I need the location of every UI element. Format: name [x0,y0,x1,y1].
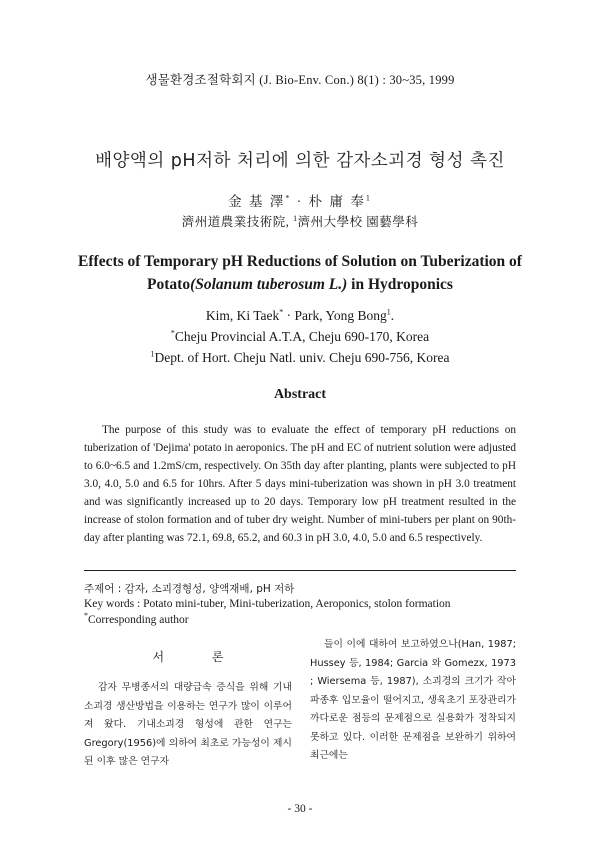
journal-header: 생물환경조절학회지 (J. Bio-Env. Con.) 8(1) : 30~35, 1999 [145,73,455,87]
keywords-english: Key words : Potato mini-tuber, Mini-tuberization, Aeroponics, stolon formation [84,598,451,610]
english-author-trailing: . [390,308,395,323]
introduction-heading: 서 론 [152,650,246,664]
corresponding-text: Corresponding author [88,614,189,626]
abstract-body: The purpose of this study was to evaluate the effect of temporary pH reductions on tuberization of 'Dejima' potato in aeroponics. The pH and EC of nutrient solution were adjusted to 6.0~6.5 and 1.2mS/cm, respectively. On 35th day after planting, plants were subjected to pH 3.0, 4.0, 5.0 and 6.5 for 10hrs. After 5 days mini-tuberization was shown in pH 3.0 treatment and was significantly increased up to 20 days. Temporary low pH treatment resulted in the increase of stolon formation and of tuber dry weight. Number of mini-tubers per plant on 90th-day after planting was 72.1, 69.8, 65.2, and 60.3 in pH 3.0, 4.0, 5.0 and 6.5 respectively. [84,424,516,544]
divider-line [84,570,516,571]
english-author-2-mark: 1 [386,307,391,317]
left-column [84,648,292,772]
keywords-korean: 주제어 : 감자, 소괴경형성, 양액재배, pH 저하 [84,583,295,595]
korean-affiliation-1: 濟州道農業技術院, [181,215,290,229]
page-number: - 30 - [287,803,313,815]
korean-author-1: 金 基 澤 [228,194,286,209]
corresponding-author-note [84,611,189,626]
english-title-species: (Solanum tuberosum L.) [190,276,348,293]
english-title [60,250,540,296]
english-affiliation-1-text: Cheju Provincial A.T.A, Cheju 690-170, Korea [174,329,430,344]
english-author-separator: · [283,308,295,323]
introduction-right-text: 들이 이에 대하여 보고하였으나(Han, 1987; Hussey 등, 1984; Garcia 와 Gomezx, 1973 ; Wiersema 등, 1987), 소괴경의 크기가 작아 파종후 입모율이 떨어지고, 생육초기 포장관리가 까다로운 점등의 문제점으로 실용화가 정착되지 못하고 있다. 이러한 문제점을 보완하기 위하여 최근에는 [310,639,516,761]
korean-authors [0,190,600,210]
korean-affiliation-mark: 1 [293,213,298,223]
introduction-left-text: 감자 무병종서의 대량급속 증식을 위해 기내소괴경 생산방법을 이용하는 연구가 많이 이루어져 왔다. 기내소괴경 형성에 관한 연구는 Gregory(1956)에 의하여 최초로 가능성이 제시된 이후 많은 연구자 [84,682,292,767]
english-affiliation-1-mark: * [170,328,175,338]
english-affiliation-1 [0,329,600,345]
korean-author-1-mark: * [285,193,292,203]
english-affiliation-2-text: Dept. of Hort. Cheju Natl. univ. Cheju 690-756, Korea [154,350,450,365]
korean-affiliation-2: 濟州大學校 園藝學科 [297,215,419,229]
english-author-1: Kim, Ki Taek [205,308,280,323]
corresponding-mark: * [84,611,88,621]
english-title-suffix: in Hydroponics [347,276,453,293]
abstract-heading: Abstract [273,387,327,402]
korean-affiliation [0,212,600,230]
english-author-1-mark: * [279,307,284,317]
korean-author-2-mark: 1 [365,193,372,203]
right-column [310,636,516,766]
english-title-prefix: Potato [147,276,191,293]
korean-author-separator: · [296,194,304,209]
english-author-2: Park, Yong Bong [294,308,387,323]
english-affiliation-2 [0,350,600,366]
english-title-line-2 [60,273,540,296]
korean-title: 배양액의 pH저하 처리에 의한 감자소괴경 형성 촉진 [95,151,505,171]
korean-author-2: 朴 庸 奉 [308,194,366,209]
english-authors [0,308,600,324]
english-title-line-1: Effects of Temporary pH Reductions of Solution on Tuberization of [78,253,522,270]
english-affiliation-2-mark: 1 [150,349,155,359]
